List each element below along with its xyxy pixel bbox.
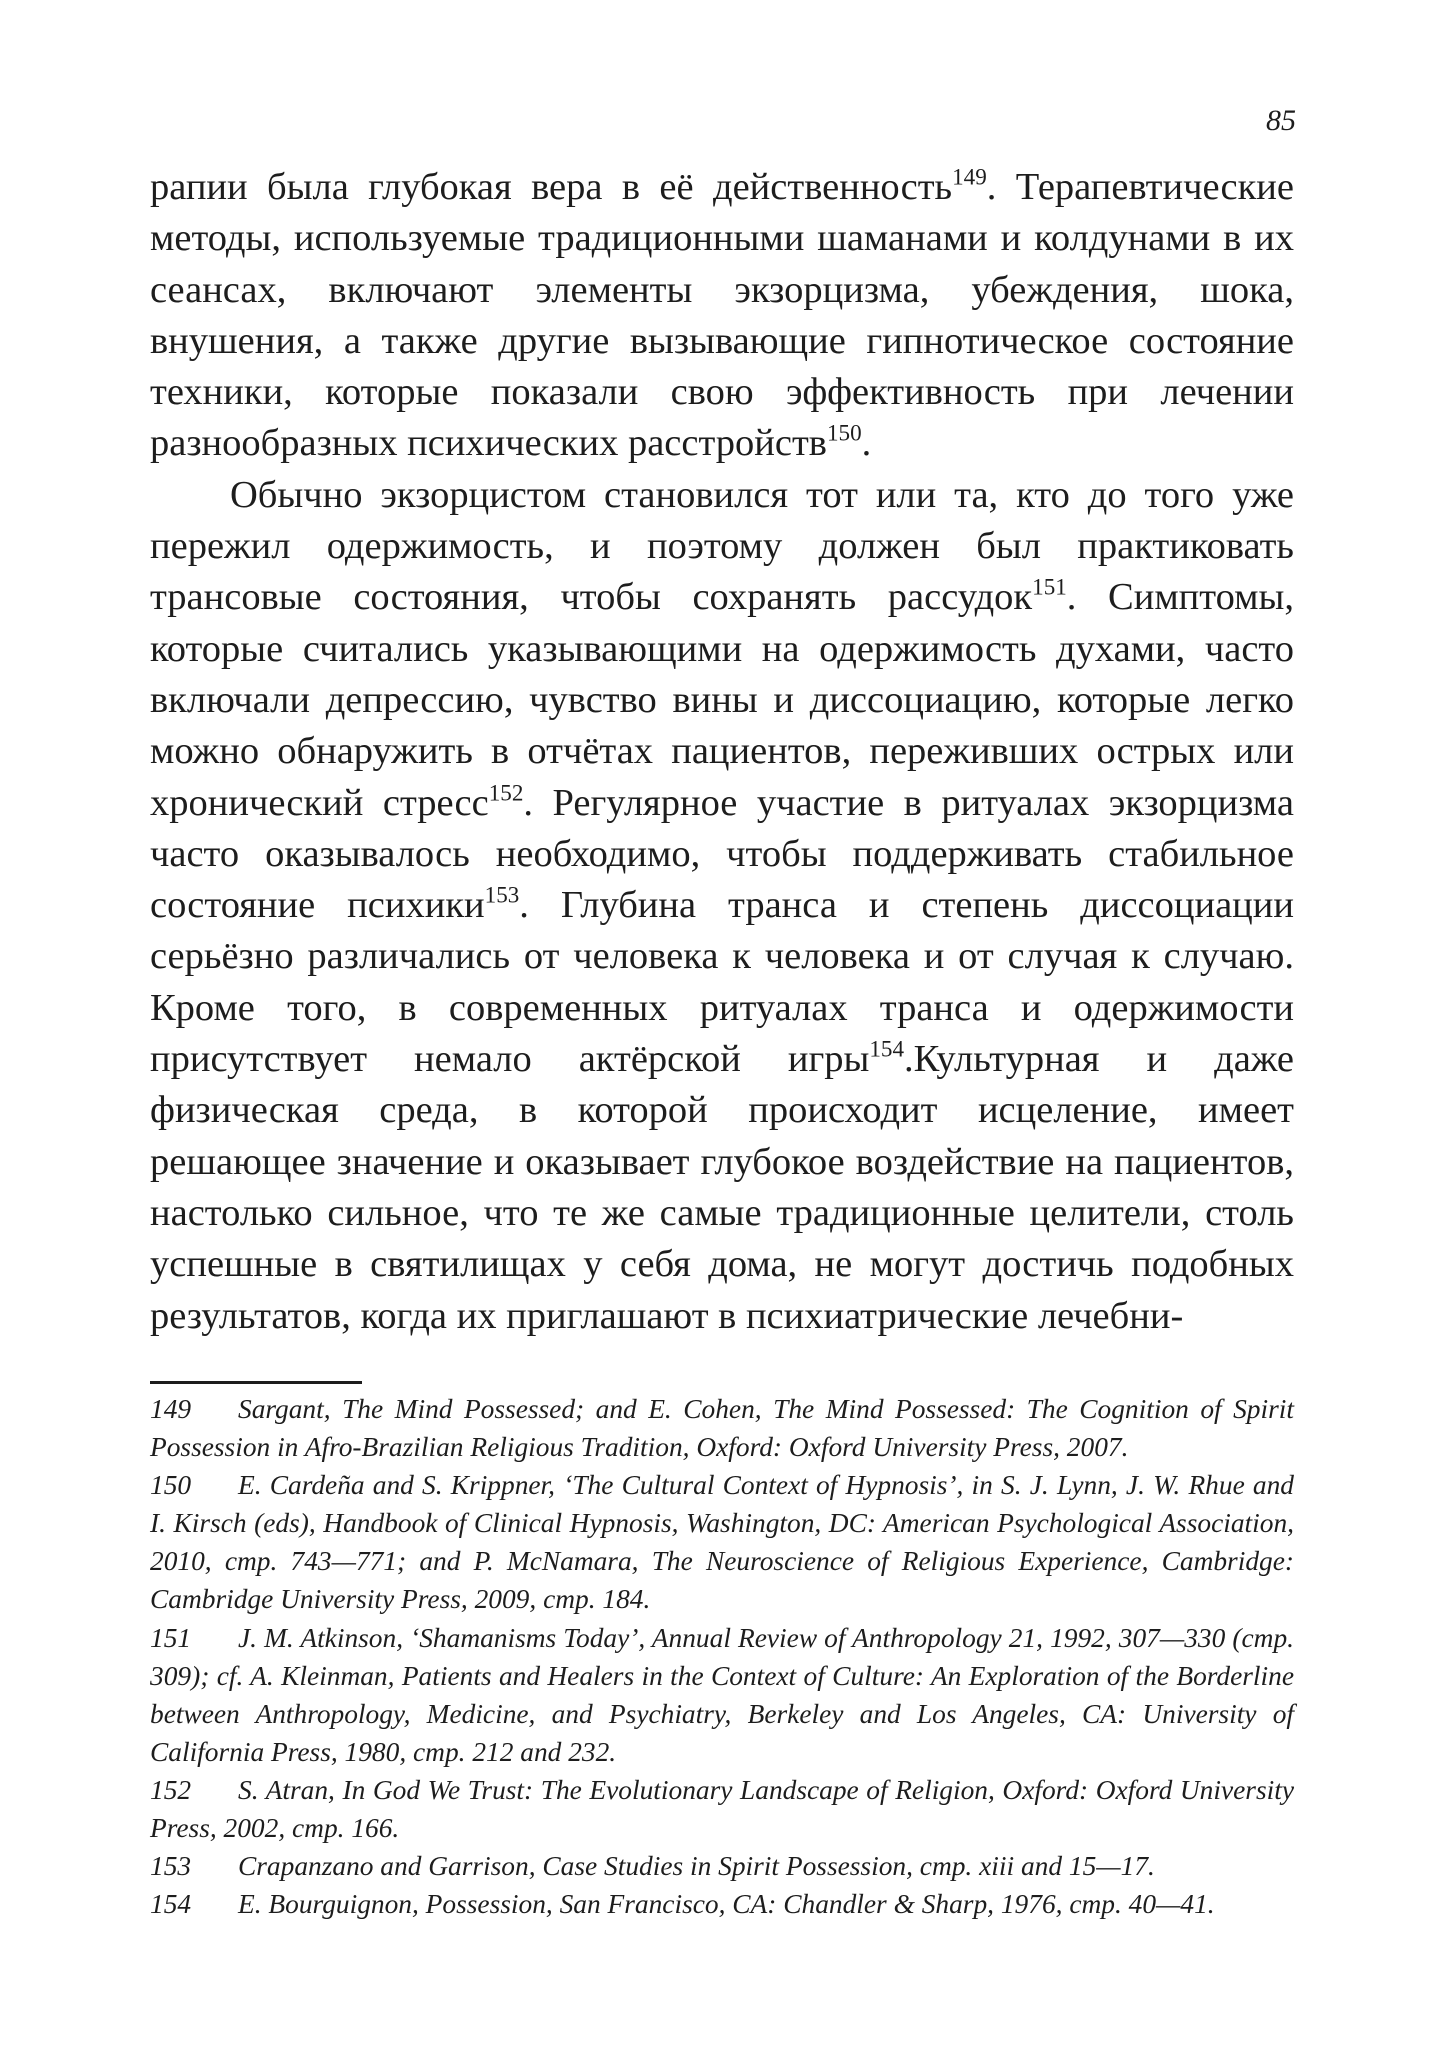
footnote-separator [150, 1381, 362, 1384]
footnote-ref[interactable]: 149 [952, 163, 987, 190]
footnote-ref[interactable]: 151 [1032, 574, 1067, 601]
footnote-number: 150 [150, 1470, 192, 1501]
footnote-text: S. Atran, In God We Trust: The Evolutionary Landscape of Religion, Oxford: Oxford University Press, 2002, стр. 166. [150, 1774, 1294, 1844]
footnote-151 [150, 1619, 1294, 1771]
text-run: . [861, 422, 872, 465]
text-run: рапии была глубокая вера в её действенность [150, 166, 953, 208]
footnote-number: 152 [150, 1774, 192, 1805]
footnote-text: E. Cardeña and S. Krippner, ‘The Cultural Context of Hypnosis’, in S. J. Lynn, J. W. Rhue and I. Kirsch (eds), Handbook of Clinical Hypnosis, Washington, DC: American Psychological Association, 2010, стр. 743—771; and P. McNamara, The Neuroscience of Religious Experience, Cambridge: Cambridge University Press, 2009, стр. 184. [150, 1470, 1294, 1615]
main-text [150, 162, 1294, 1342]
text-run: . Регулярное участие в ритуалах экзорцизма часто оказывалось необходимо, чтобы поддерживать стабильное состояние психики [150, 781, 1294, 927]
footnote-154 [150, 1885, 1294, 1923]
footnote-text: E. Bourguignon, Possession, San Francisco, CA: Chandler & Sharp, 1976, стр. 40—41. [238, 1889, 1215, 1920]
body-paragraph [150, 470, 1294, 1342]
footnote-ref[interactable]: 150 [826, 420, 862, 447]
footnote-number: 153 [150, 1851, 192, 1882]
footnote-ref[interactable]: 152 [488, 779, 524, 806]
footnote-ref[interactable]: 154 [869, 1035, 905, 1062]
footnote-number: 151 [150, 1622, 192, 1653]
footnote-150 [150, 1466, 1294, 1618]
footnote-number: 154 [150, 1889, 192, 1920]
text-run: Обычно экзорцистом становился тот или та, кто до того уже пережил одержимость, и поэтому должен был практиковать трансовые состояния, чтобы сохранять рассудок [150, 473, 1294, 619]
footnote-text: J. M. Atkinson, ‘Shamanisms Today’, Annual Review of Anthropology 21, 1992, 307—330 (стр. 309); cf. A. Kleinman, Patients and Healers in the Context of Culture: An Exploration of the Borderline between Anthropology, Medicine, and Psychiatry, Berkeley and Los Angeles, CA: University of California Press, 1980, стр. 212 and 232. [150, 1622, 1294, 1767]
footnote-number: 149 [150, 1394, 192, 1424]
page-number: 85 [1266, 104, 1296, 137]
footnote-153 [150, 1847, 1294, 1885]
footnote-149 [150, 1390, 1294, 1466]
text-run: .Культурная и даже физическая среда, в которой происходит исцеление, имеет решающее значение и оказывает глубокое воздействие на пациентов, настолько сильное, что те же самые традиционные целители, столь успешные в святилищах у себя дома, не могут достичь подобных результатов, когда их приглашают в психиатрические лечебни- [150, 1038, 1294, 1337]
footnote-text: Sargant, The Mind Possessed; and E. Cohen, The Mind Possessed: The Cognition of Spirit Possession in Afro-Brazilian Religious Tradition, Oxford: Oxford University Press, 2007. [150, 1394, 1294, 1463]
text-run: . Симптомы, которые считались указывающими на одержимость духами, часто включали депрессию, чувство вины и диссоциацию, которые легко можно обнаружить в отчётах пациентов, переживших острых или хронический стресс [150, 576, 1294, 824]
text-run: . Глубина транса и степень диссоциации серьёзно различались от человека к человека и от случая к случаю. Кроме того, в современных ритуалах транса и одержимости присутствует немало актёрской игры [150, 884, 1294, 1081]
footnote-152 [150, 1771, 1294, 1847]
footnotes [150, 1390, 1294, 1923]
body-paragraph [150, 162, 1294, 470]
text-run: . Терапевтические методы, используемые традиционными шаманами и колдунами в их сеансах, включают элементы экзорцизма, убеждения, шока, внушения, а также другие вызывающие гипнотическое состояние техники, которые показали свою эффективность при лечении разнообразных психических расстройств [150, 166, 1294, 465]
footnote-ref[interactable]: 153 [484, 881, 520, 908]
footnote-text: Crapanzano and Garrison, Case Studies in Spirit Possession, стр. xiii and 15—17. [238, 1851, 1155, 1882]
